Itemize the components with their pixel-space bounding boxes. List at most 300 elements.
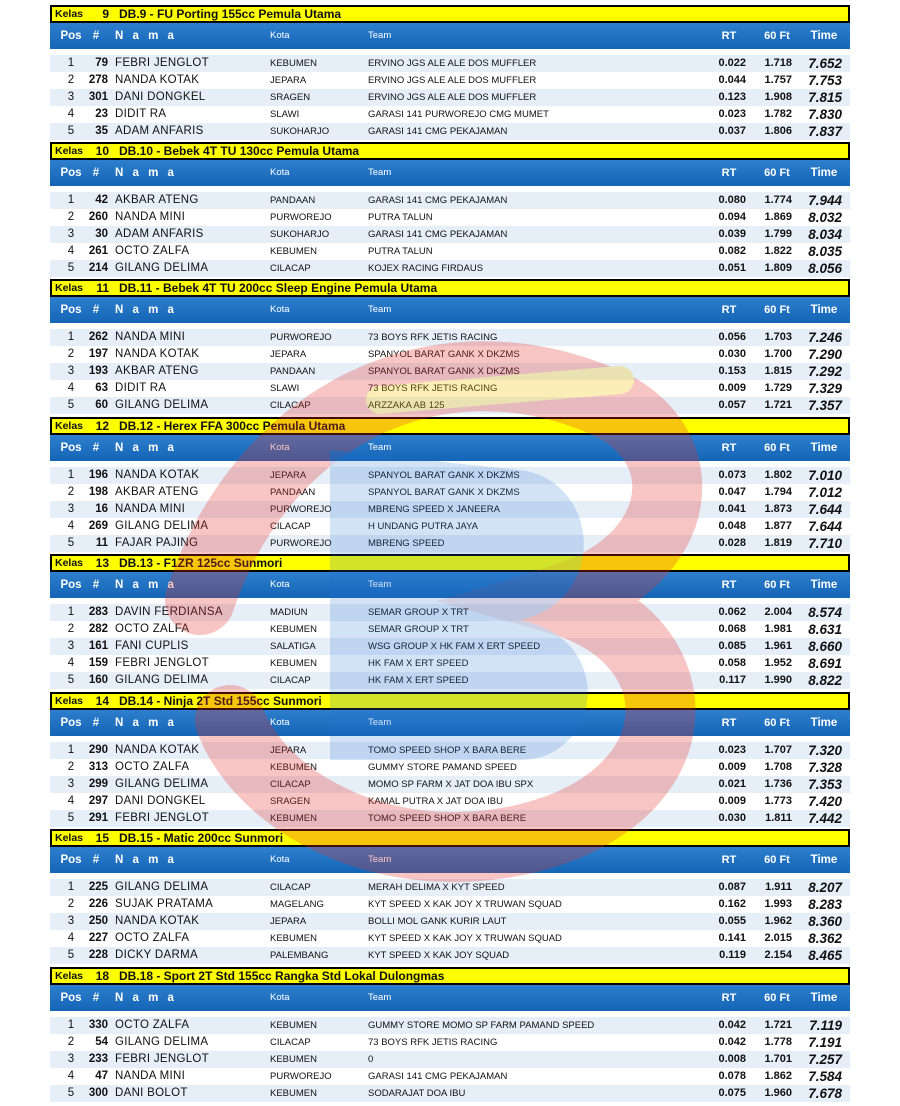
cell-time: 8.822 (808, 673, 842, 688)
cell-team: GUMMY STORE MOMO SP FARM PAMAND SPEED (368, 1020, 595, 1031)
column-header-time: Time (810, 579, 838, 591)
cell-team: MBRENG SPEED (368, 538, 445, 549)
result-row (50, 1068, 850, 1085)
kelas-bar (50, 967, 850, 985)
cell-no: 54 (95, 1036, 108, 1048)
cell-nama: AKBAR ATENG (115, 194, 199, 206)
cell-kota: CILACAP (270, 521, 311, 532)
cell-time: 8.056 (808, 261, 842, 276)
class-title: DB.15 - Matic 200cc Sunmori (119, 831, 284, 845)
column-header-pos: Pos (60, 167, 82, 179)
cell-pos: 3 (67, 503, 75, 515)
column-header-ft60: 60 Ft (764, 854, 790, 866)
cell-time: 7.678 (808, 1086, 842, 1101)
cell-ft60: 1.799 (764, 228, 792, 240)
cell-no: 299 (88, 778, 108, 790)
result-row (50, 930, 850, 947)
cell-no: 160 (88, 674, 108, 686)
column-header-pos: Pos (60, 579, 82, 591)
cell-team: KOJEX RACING FIRDAUS (368, 263, 484, 274)
cell-no: 42 (95, 194, 108, 206)
table-header (50, 710, 850, 736)
cell-no: 300 (88, 1087, 108, 1099)
cell-pos: 4 (67, 795, 75, 807)
column-header-rt: RT (721, 442, 737, 454)
column-header-time: Time (810, 304, 838, 316)
cell-kota: CILACAP (270, 675, 311, 686)
result-row (50, 55, 850, 72)
cell-ft60: 1.773 (764, 795, 792, 807)
cell-team: 73 BOYS RFK JETIS RACING (368, 332, 498, 343)
cell-nama: OCTO ZALFA (115, 1019, 190, 1031)
cell-nama: FEBRI JENGLOT (115, 57, 209, 69)
column-header-no: # (92, 304, 100, 316)
cell-time: 7.442 (808, 811, 842, 826)
cell-kota: KEBUMEN (270, 1088, 317, 1099)
cell-no: 196 (88, 469, 108, 481)
class-title: DB.11 - Bebek 4T TU 200cc Sleep Engine Pemula Utama (119, 281, 438, 295)
cell-rt: 0.037 (718, 125, 746, 137)
column-header-ft60: 60 Ft (764, 167, 790, 179)
cell-rt: 0.008 (718, 1053, 746, 1065)
cell-team: KYT SPEED X KAK JOY X TRUWAN SQUAD (368, 933, 562, 944)
cell-kota: SRAGEN (270, 92, 311, 103)
cell-nama: FEBRI JENGLOT (115, 1053, 209, 1065)
column-header-nama: N a m a (115, 442, 177, 454)
cell-team: GARASI 141 PURWOREJO CMG MUMET (368, 109, 549, 120)
cell-team: HK FAM X ERT SPEED (368, 675, 469, 686)
cell-kota: SUKOHARJO (270, 229, 330, 240)
cell-nama: DIDIT RA (115, 108, 167, 120)
cell-team: MOMO SP FARM X JAT DOA IBU SPX (368, 779, 534, 790)
kelas-number: 13 (95, 556, 109, 570)
cell-ft60: 1.990 (764, 674, 792, 686)
cell-pos: 5 (67, 537, 75, 549)
cell-ft60: 1.911 (765, 881, 792, 893)
cell-rt: 0.021 (718, 778, 746, 790)
column-header-kota: Kota (270, 304, 290, 315)
result-row (50, 467, 850, 484)
column-header-time: Time (810, 167, 838, 179)
cell-team: GUMMY STORE PAMAND SPEED (368, 762, 517, 773)
column-header-time: Time (810, 992, 838, 1004)
column-header-pos: Pos (60, 992, 82, 1004)
column-header-no: # (92, 579, 100, 591)
cell-kota: KEBUMEN (270, 1020, 317, 1031)
column-header-team: Team (368, 992, 392, 1003)
cell-pos: 1 (67, 744, 75, 756)
cell-pos: 1 (67, 194, 75, 206)
kelas-label: Kelas (55, 557, 84, 569)
cell-pos: 4 (67, 108, 75, 120)
cell-time: 7.944 (808, 193, 842, 208)
column-header-ft60: 60 Ft (764, 304, 790, 316)
column-header-no: # (92, 717, 100, 729)
cell-time: 8.691 (808, 656, 842, 671)
cell-rt: 0.153 (718, 365, 746, 377)
cell-ft60: 1.794 (764, 486, 792, 498)
cell-kota: KEBUMEN (270, 58, 317, 69)
result-row (50, 260, 850, 277)
cell-no: 282 (88, 623, 108, 635)
cell-rt: 0.028 (718, 537, 746, 549)
kelas-number: 10 (95, 144, 109, 158)
cell-kota: PURWOREJO (270, 504, 332, 515)
cell-time: 7.753 (808, 73, 842, 88)
cell-pos: 1 (67, 331, 75, 343)
cell-team: SEMAR GROUP X TRT (368, 607, 469, 618)
table-header (50, 572, 850, 598)
cell-ft60: 1.862 (764, 1070, 792, 1082)
cell-pos: 1 (67, 57, 75, 69)
cell-no: 233 (88, 1053, 108, 1065)
cell-rt: 0.080 (718, 194, 746, 206)
cell-team: KAMAL PUTRA X JAT DOA IBU (368, 796, 503, 807)
kelas-label: Kelas (55, 282, 84, 294)
cell-rt: 0.094 (718, 211, 746, 223)
cell-nama: ADAM ANFARIS (115, 125, 204, 137)
cell-kota: SRAGEN (270, 796, 311, 807)
cell-kota: MADIUN (270, 607, 308, 618)
cell-ft60: 1.774 (764, 194, 792, 206)
cell-rt: 0.085 (718, 640, 746, 652)
column-header-pos: Pos (60, 717, 82, 729)
cell-rt: 0.023 (718, 108, 746, 120)
cell-team: HK FAM X ERT SPEED (368, 658, 469, 669)
cell-nama: NANDA KOTAK (115, 348, 200, 360)
kelas-label: Kelas (55, 8, 84, 20)
cell-no: 63 (95, 382, 108, 394)
cell-kota: JEPARA (270, 75, 307, 86)
cell-kota: PURWOREJO (270, 332, 332, 343)
cell-team: MERAH DELIMA X KYT SPEED (368, 882, 505, 893)
cell-kota: KEBUMEN (270, 762, 317, 773)
cell-no: 291 (88, 812, 108, 824)
cell-nama: DANI BOLOT (115, 1087, 188, 1099)
cell-pos: 3 (67, 365, 75, 377)
cell-team: ARZZAKA AB 125 (368, 400, 445, 411)
cell-nama: OCTO ZALFA (115, 245, 190, 257)
cell-nama: OCTO ZALFA (115, 623, 190, 635)
kelas-number: 15 (95, 831, 109, 845)
cell-team: ERVINO JGS ALE ALE DOS MUFFLER (368, 92, 537, 103)
cell-rt: 0.062 (718, 606, 746, 618)
class-title: DB.18 - Sport 2T Std 155cc Rangka Std Lokal Dulongmas (119, 969, 445, 983)
cell-no: 250 (88, 915, 108, 927)
cell-time: 7.420 (808, 794, 842, 809)
cell-rt: 0.068 (718, 623, 746, 635)
column-header-team: Team (368, 167, 392, 178)
result-row (50, 363, 850, 380)
class-title: DB.14 - Ninja 2T Std 155cc Sunmori (119, 694, 322, 708)
cell-rt: 0.123 (718, 91, 746, 103)
cell-ft60: 1.806 (764, 125, 792, 137)
cell-team: KYT SPEED X KAK JOY SQUAD (368, 950, 510, 961)
cell-kota: CILACAP (270, 779, 311, 790)
cell-time: 8.574 (808, 605, 842, 620)
cell-kota: PURWOREJO (270, 1071, 332, 1082)
column-header-ft60: 60 Ft (764, 717, 790, 729)
result-row (50, 759, 850, 776)
cell-team: SODARAJAT DOA IBU (368, 1088, 466, 1099)
cell-nama: ADAM ANFARIS (115, 228, 204, 240)
cell-ft60: 1.952 (764, 657, 792, 669)
cell-kota: KEBUMEN (270, 246, 317, 257)
cell-team: ERVINO JGS ALE ALE DOS MUFFLER (368, 75, 537, 86)
cell-rt: 0.141 (718, 932, 746, 944)
cell-rt: 0.082 (718, 245, 746, 257)
kelas-label: Kelas (55, 420, 84, 432)
column-header-kota: Kota (270, 30, 290, 41)
cell-time: 7.328 (808, 760, 842, 775)
cell-nama: FANI CUPLIS (115, 640, 189, 652)
cell-rt: 0.057 (718, 399, 746, 411)
kelas-label: Kelas (55, 970, 84, 982)
cell-kota: KEBUMEN (270, 658, 317, 669)
cell-nama: GILANG DELIMA (115, 262, 209, 274)
cell-ft60: 1.962 (764, 915, 792, 927)
cell-time: 7.012 (808, 485, 842, 500)
cell-time: 7.353 (808, 777, 842, 792)
cell-no: 227 (88, 932, 108, 944)
column-header-rt: RT (721, 579, 737, 591)
cell-pos: 3 (67, 228, 75, 240)
cell-nama: DIDIT RA (115, 382, 167, 394)
cell-ft60: 1.993 (764, 898, 792, 910)
cell-nama: NANDA KOTAK (115, 74, 200, 86)
cell-kota: KEBUMEN (270, 813, 317, 824)
cell-ft60: 1.908 (764, 91, 792, 103)
column-header-nama: N a m a (115, 854, 177, 866)
column-header-nama: N a m a (115, 30, 177, 42)
column-header-pos: Pos (60, 304, 82, 316)
cell-rt: 0.042 (718, 1019, 746, 1031)
result-row (50, 776, 850, 793)
cell-ft60: 1.703 (764, 331, 792, 343)
kelas-bar (50, 692, 850, 710)
cell-rt: 0.023 (718, 744, 746, 756)
cell-kota: SALATIGA (270, 641, 316, 652)
cell-kota: PURWOREJO (270, 212, 332, 223)
cell-kota: KEBUMEN (270, 624, 317, 635)
cell-kota: CILACAP (270, 400, 311, 411)
cell-rt: 0.073 (718, 469, 746, 481)
column-header-no: # (92, 992, 100, 1004)
result-row (50, 106, 850, 123)
cell-ft60: 1.815 (764, 365, 792, 377)
cell-rt: 0.078 (718, 1070, 746, 1082)
kelas-bar (50, 554, 850, 572)
column-header-kota: Kota (270, 579, 290, 590)
cell-pos: 3 (67, 915, 75, 927)
cell-no: 283 (88, 606, 108, 618)
cell-no: 330 (88, 1019, 108, 1031)
cell-ft60: 2.015 (764, 932, 792, 944)
cell-no: 197 (88, 348, 108, 360)
cell-pos: 2 (67, 486, 75, 498)
column-header-ft60: 60 Ft (764, 442, 790, 454)
cell-kota: JEPARA (270, 349, 307, 360)
cell-ft60: 1.729 (764, 382, 792, 394)
table-header (50, 297, 850, 323)
column-header-time: Time (810, 30, 838, 42)
cell-kota: PANDAAN (270, 366, 316, 377)
cell-rt: 0.009 (718, 382, 746, 394)
cell-rt: 0.022 (718, 57, 746, 69)
cell-pos: 5 (67, 399, 75, 411)
cell-nama: DICKY DARMA (115, 949, 198, 961)
result-row (50, 192, 850, 209)
result-row (50, 896, 850, 913)
column-header-rt: RT (721, 167, 737, 179)
result-row (50, 947, 850, 964)
cell-pos: 2 (67, 623, 75, 635)
cell-kota: JEPARA (270, 470, 307, 481)
result-row (50, 604, 850, 621)
cell-nama: NANDA KOTAK (115, 744, 200, 756)
column-header-nama: N a m a (115, 304, 177, 316)
cell-kota: PANDAAN (270, 487, 316, 498)
result-row (50, 397, 850, 414)
cell-no: 301 (88, 91, 108, 103)
cell-team: PUTRA TALUN (368, 212, 433, 223)
result-row (50, 1017, 850, 1034)
cell-ft60: 1.802 (764, 469, 792, 481)
cell-time: 7.320 (808, 743, 842, 758)
cell-pos: 1 (67, 881, 75, 893)
cell-time: 7.644 (808, 502, 842, 517)
result-row (50, 329, 850, 346)
cell-team: GARASI 141 CMG PEKAJAMAN (368, 1071, 508, 1082)
cell-time: 8.207 (808, 880, 842, 895)
cell-team: GARASI 141 CMG PEKAJAMAN (368, 195, 508, 206)
result-row (50, 913, 850, 930)
cell-nama: NANDA KOTAK (115, 469, 200, 481)
cell-time: 7.710 (808, 536, 842, 551)
cell-nama: OCTO ZALFA (115, 932, 190, 944)
column-header-kota: Kota (270, 854, 290, 865)
cell-no: 262 (88, 331, 108, 343)
cell-pos: 5 (67, 262, 75, 274)
cell-time: 7.119 (809, 1018, 842, 1033)
cell-nama: AKBAR ATENG (115, 365, 199, 377)
cell-rt: 0.117 (719, 674, 746, 686)
cell-team: 73 BOYS RFK JETIS RACING (368, 1037, 498, 1048)
cell-nama: NANDA MINI (115, 331, 186, 343)
cell-nama: DANI DONGKEL (115, 795, 206, 807)
kelas-number: 9 (102, 7, 109, 21)
column-header-rt: RT (721, 30, 737, 42)
result-row (50, 380, 850, 397)
column-header-ft60: 60 Ft (764, 30, 790, 42)
cell-rt: 0.075 (718, 1087, 746, 1099)
kelas-number: 12 (95, 419, 109, 433)
cell-time: 7.246 (808, 330, 842, 345)
cell-no: 228 (88, 949, 108, 961)
table-header (50, 435, 850, 461)
result-row (50, 209, 850, 226)
cell-time: 8.032 (808, 210, 842, 225)
cell-rt: 0.041 (718, 503, 746, 515)
cell-ft60: 1.721 (764, 399, 792, 411)
cell-time: 8.660 (808, 639, 842, 654)
cell-kota: CILACAP (270, 1037, 311, 1048)
cell-no: 313 (88, 761, 108, 773)
cell-pos: 3 (67, 1053, 75, 1065)
cell-no: 35 (95, 125, 108, 137)
cell-rt: 0.056 (718, 331, 746, 343)
cell-ft60: 1.708 (764, 761, 792, 773)
cell-time: 8.631 (808, 622, 842, 637)
cell-kota: PALEMBANG (270, 950, 329, 961)
cell-no: 30 (95, 228, 108, 240)
cell-kota: PURWOREJO (270, 538, 332, 549)
kelas-bar (50, 279, 850, 297)
cell-no: 23 (95, 108, 108, 120)
table-header (50, 847, 850, 873)
cell-ft60: 1.981 (764, 623, 792, 635)
cell-time: 7.290 (808, 347, 842, 362)
cell-nama: NANDA MINI (115, 1070, 186, 1082)
result-row (50, 501, 850, 518)
cell-nama: DANI DONGKEL (115, 91, 206, 103)
cell-team: MBRENG SPEED X JANEERA (368, 504, 500, 515)
cell-nama: GILANG DELIMA (115, 399, 209, 411)
cell-ft60: 1.869 (764, 211, 792, 223)
cell-rt: 0.030 (718, 348, 746, 360)
cell-ft60: 1.718 (764, 57, 792, 69)
cell-rt: 0.119 (719, 949, 746, 961)
column-header-kota: Kota (270, 442, 290, 453)
cell-pos: 2 (67, 761, 75, 773)
cell-rt: 0.087 (718, 881, 746, 893)
cell-team: ERVINO JGS ALE ALE DOS MUFFLER (368, 58, 537, 69)
result-row (50, 89, 850, 106)
cell-nama: GILANG DELIMA (115, 674, 209, 686)
cell-team: H UNDANG PUTRA JAYA (368, 521, 478, 532)
cell-no: 269 (88, 520, 108, 532)
result-row (50, 1034, 850, 1051)
cell-pos: 2 (67, 1036, 75, 1048)
kelas-bar (50, 829, 850, 847)
cell-ft60: 1.819 (764, 537, 792, 549)
cell-time: 7.830 (808, 107, 842, 122)
cell-time: 8.035 (808, 244, 842, 259)
cell-kota: SLAWI (270, 109, 300, 120)
class-title: DB.10 - Bebek 4T TU 130cc Pemula Utama (119, 144, 360, 158)
result-row (50, 793, 850, 810)
cell-team: SPANYOL BARAT GANK X DKZMS (368, 349, 520, 360)
cell-no: 16 (95, 503, 108, 515)
cell-nama: FEBRI JENGLOT (115, 812, 209, 824)
kelas-label: Kelas (55, 832, 84, 844)
column-header-no: # (92, 854, 100, 866)
class-title: DB.9 - FU Porting 155cc Pemula Utama (119, 7, 342, 21)
result-row (50, 535, 850, 552)
cell-no: 47 (95, 1070, 108, 1082)
cell-nama: AKBAR ATENG (115, 486, 199, 498)
cell-time: 7.191 (808, 1035, 842, 1050)
cell-pos: 4 (67, 932, 75, 944)
cell-no: 226 (88, 898, 108, 910)
cell-team: KYT SPEED X KAK JOY X TRUWAN SQUAD (368, 899, 562, 910)
cell-nama: DAVIN FERDIANSA (115, 606, 223, 618)
kelas-bar (50, 142, 850, 160)
column-header-time: Time (810, 717, 838, 729)
cell-no: 214 (88, 262, 108, 274)
cell-time: 7.644 (808, 519, 842, 534)
cell-kota: JEPARA (270, 745, 307, 756)
